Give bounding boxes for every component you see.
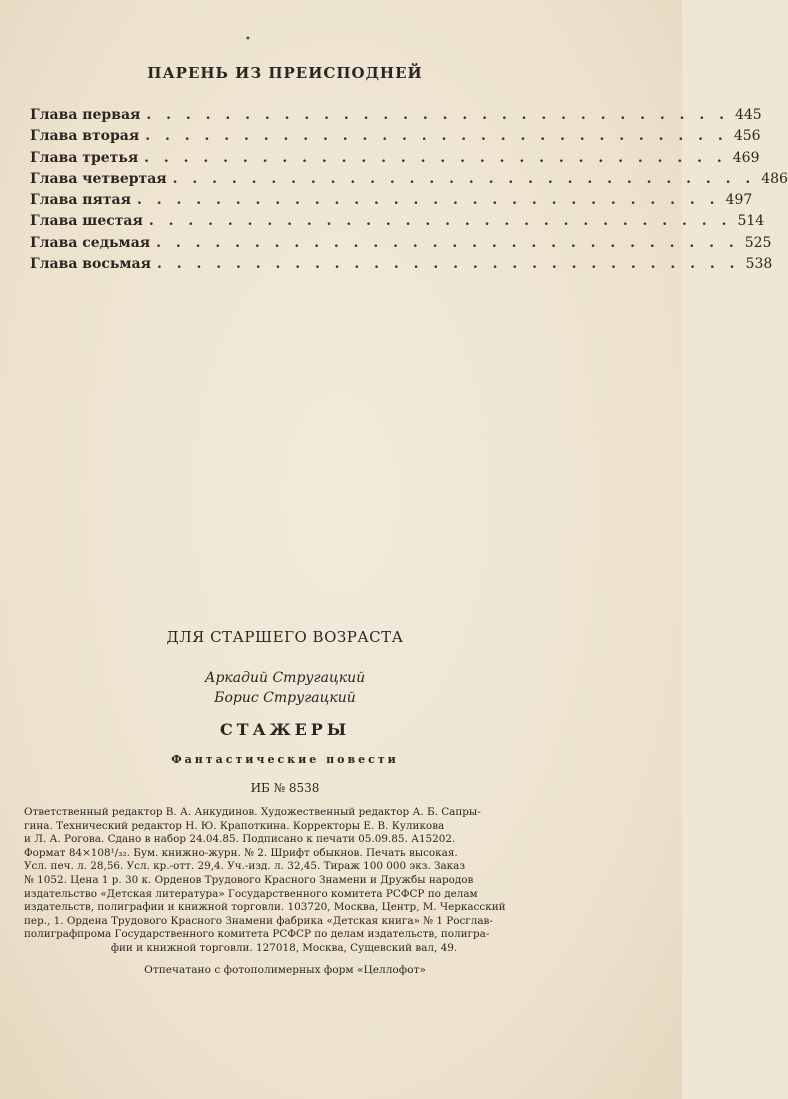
imprint-line: и Л. А. Рогова. Сдано в набор 24.04.85. Подписано к печати 05.09.85. А15202. (24, 833, 456, 846)
toc-entry-page: 469 (732, 149, 760, 166)
toc-entry (30, 107, 762, 128)
toc-leader-dots: . . . . . . . . . . . . . . . . . . . . . . . . . . . . . . (156, 256, 740, 273)
toc-entry (30, 234, 772, 256)
toc-entry-label: Глава вторая (30, 128, 140, 145)
authors (0, 668, 570, 708)
ib-number: ИБ № 8538 (250, 781, 320, 795)
toc-entry-page: 497 (725, 192, 753, 209)
toc-leader-dots: . . . . . . . . . . . . . . . . . . . . . . . . . . . . . . (146, 107, 729, 123)
toc-entry-label: Глава восьмая (30, 256, 151, 273)
toc-entry (30, 192, 753, 213)
toc-entry-page: 538 (745, 256, 773, 273)
table-of-contents (30, 107, 788, 277)
imprint-line: издательств, полиграфии и книжной торговли. 103720, Москва, Центр, М. Черкасский (24, 901, 506, 914)
imprint-line: фии и книжной торговли. 127018, Москва, Сущевский вал, 49. (110, 941, 458, 954)
imprint-line: № 1052. Цена 1 р. 30 к. Орденов Трудового Красного Знамени и Дружбы народов (24, 873, 474, 886)
book-title: СТАЖЕРЫ (219, 720, 351, 739)
toc-leader-dots: . . . . . . . . . . . . . . . . . . . . . . . . . . . . . . (172, 170, 756, 187)
imprint-line: полиграфпрома Государственного комитета РСФСР по делам издательств, полигра- (24, 928, 490, 941)
toc-entry-label: Глава шестая (30, 213, 143, 230)
imprint-line: издательство «Детская литература» Государственного комитета РСФСР по делам (24, 887, 478, 900)
toc-entry-label: Глава третья (30, 149, 139, 166)
author-name: Аркадий Стругацкий (204, 670, 366, 686)
toc-entry-page: 445 (734, 107, 762, 123)
author-name: Борис Стругацкий (214, 690, 356, 706)
toc-entry (30, 213, 765, 234)
imprint-block (24, 806, 544, 956)
section-title: ПАРЕНЬ ИЗ ПРЕИСПОДНЕЙ (147, 64, 423, 82)
genre-label: Фантастические повести (171, 753, 399, 766)
toc-leader-dots: . . . . . . . . . . . . . . . . . . . . . . . . . . . . . . (145, 128, 728, 145)
toc-entry-page: 486 (761, 170, 788, 187)
toc-entry-page: 456 (733, 128, 761, 145)
toc-entry-page: 514 (737, 213, 765, 230)
toc-entry (30, 149, 760, 171)
toc-leader-dots: . . . . . . . . . . . . . . . . . . . . . . . . . . . . . . (156, 234, 739, 251)
printed-by-note: Отпечатано с фотополимерных форм «Целлофот» (144, 964, 426, 976)
toc-entry-label: Глава пятая (30, 192, 131, 209)
toc-entry-label: Глава седьмая (30, 234, 151, 251)
imprint-line: Формат 84×108¹/₃₂. Бум. книжно-журн. № 2. Шрифт обыкнов. Печать высокая. (24, 846, 458, 859)
toc-leader-dots: . . . . . . . . . . . . . . . . . . . . . . . . . . . . . . (136, 192, 720, 209)
toc-entry-label: Глава четвертая (30, 170, 167, 187)
toc-entry-page: 525 (744, 234, 772, 251)
toc-entry (30, 256, 773, 277)
toc-leader-dots: . . . . . . . . . . . . . . . . . . . . . . . . . . . . . . (148, 213, 732, 230)
imprint-line: пер., 1. Ордена Трудового Красного Знамени фабрика «Детская книга» № 1 Росглав- (24, 914, 493, 927)
toc-entry (30, 170, 788, 192)
imprint-line: Ответственный редактор В. А. Анкудинов. Художественный редактор А. Б. Сапры- (24, 806, 481, 818)
imprint-line: гина. Технический редактор Н. Ю. Крапоткина. Корректоры Е. В. Куликова (24, 819, 445, 832)
audience-label: ДЛЯ СТАРШЕГО ВОЗРАСТА (166, 628, 404, 646)
toc-leader-dots: . . . . . . . . . . . . . . . . . . . . . . . . . . . . . . (144, 149, 727, 166)
toc-entry-label: Глава первая (30, 107, 141, 123)
imprint-line: Усл. печ. л. 28,56. Усл. кр.-отт. 29,4. Уч.-изд. л. 32,45. Тираж 100 000 экз. Заказ (24, 860, 466, 873)
toc-entry (30, 128, 761, 149)
print-speck: • (245, 34, 251, 45)
